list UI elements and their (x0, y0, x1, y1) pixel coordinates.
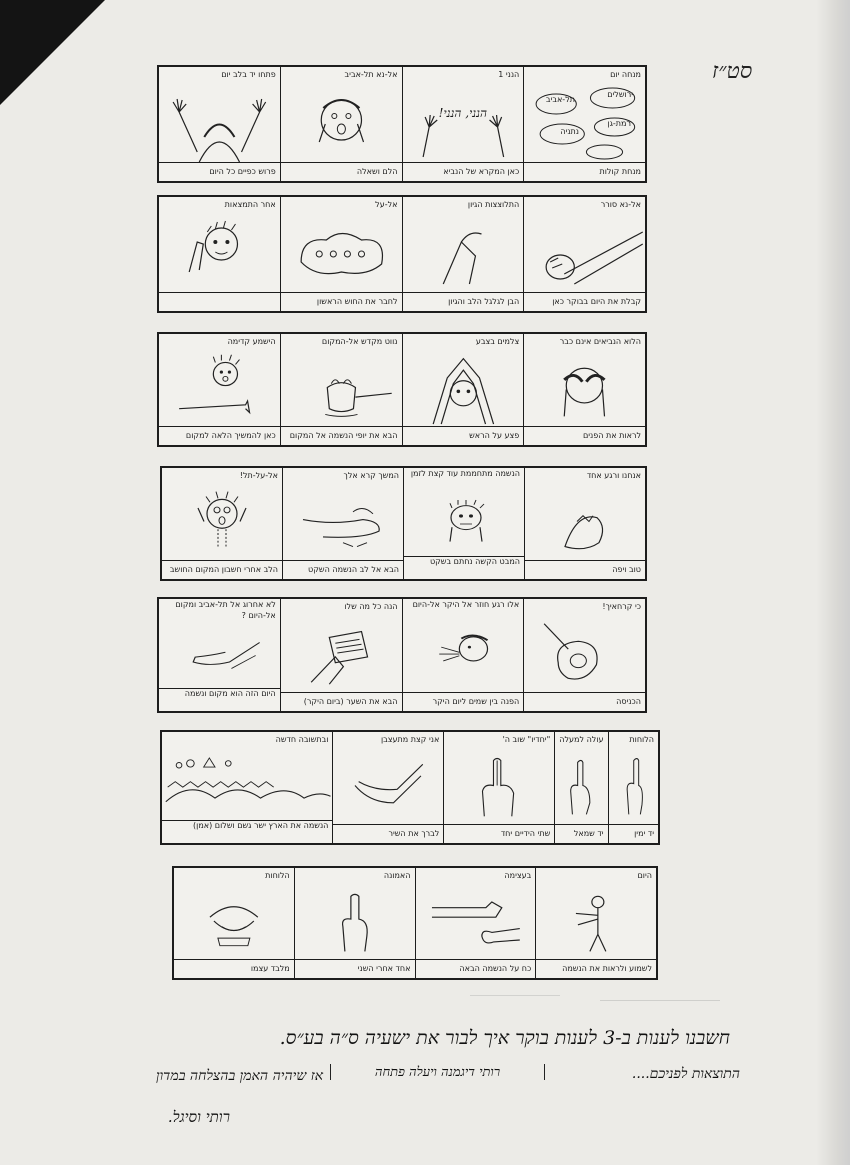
comic-cell (280, 67, 402, 181)
praying-hands-drawing (525, 483, 645, 560)
cell-bottom-caption: לשמוע ולראות את הנשמה (536, 959, 656, 978)
faces-in-cloud-drawing (281, 212, 402, 292)
book-and-hand-drawing (281, 614, 402, 692)
cell-top-caption: הלוחות (629, 735, 654, 744)
pointing-fists-drawing (416, 883, 536, 959)
cell-top-caption: לא אחרוג אל תל-אביב ומקום אל-היום ? (175, 600, 276, 620)
cell-top-caption: אל-נא תל-אביב (344, 70, 398, 79)
pointing-hand-drawing (403, 212, 524, 292)
face-with-sword-drawing (159, 349, 280, 426)
comic-row-5 (157, 597, 647, 713)
comic-cell (159, 67, 280, 181)
screaming-face-drawing (162, 483, 282, 560)
comic-cell (523, 197, 645, 311)
comic-cell (280, 334, 402, 445)
comic-cell (524, 468, 645, 579)
scan-page-edge (816, 0, 850, 1165)
cell-top-caption: מנחה יום (610, 70, 641, 79)
comic-cell (282, 468, 403, 579)
arms-over-head-drawing (403, 349, 524, 426)
comic-row-4 (160, 466, 647, 581)
cell-top-caption: אל-נא סורר (600, 200, 641, 209)
cell-top-caption: התלוצצות הגיון (467, 200, 520, 209)
footer-line-2-prefix: התוצאות לפניכם.... (631, 1066, 740, 1082)
footer-boxed-names: רותי דיגמנה ויעלה פתחה (330, 1064, 545, 1080)
page-number: סט״ז (712, 59, 753, 84)
footer-line-2-suffix: אז שיהיה האמן בהצלחה במדון (156, 1068, 323, 1084)
cell-top-caption: "יחדיו" שוב ה' (502, 735, 551, 744)
footer-line-1: חשבנו לענות ב-3 לענות בוקר איך לבור את ישעיה ס״ה בע״ס. (279, 1027, 730, 1049)
cell-top-caption: הלוחות (265, 871, 290, 880)
cell-bottom-caption: הלם ושאלה (281, 162, 402, 181)
comic-row-1 (157, 65, 647, 183)
comic-cell (332, 732, 443, 843)
bleed-through-mark (600, 1000, 720, 1002)
comic-cell (523, 599, 645, 711)
comic-cell (402, 197, 524, 311)
comic-cell (159, 334, 280, 445)
cell-bottom-caption: מלבד עצמו (174, 959, 294, 978)
comic-cell (415, 868, 536, 978)
cell-top-caption: פתחו יד בלב יום (221, 70, 276, 79)
bubble-text: תל-אביב (545, 95, 575, 104)
cell-bottom-caption: הבא אל לב הנשמה השקט (283, 560, 403, 579)
cell-bottom-caption: כאן להמשיך הלאה למקום (159, 426, 280, 445)
stick-figure-drawing (536, 883, 656, 959)
footer-signature: רותי וסיגל. (167, 1108, 230, 1126)
palm-down-hand-drawing (159, 623, 280, 688)
comic-row-2 (157, 195, 647, 313)
cell-top-caption: הנה כל מה שלו (344, 602, 398, 611)
shocked-face-drawing (281, 82, 402, 162)
comic-cell (523, 334, 645, 445)
comic-cell (159, 599, 280, 711)
cell-top-caption: היום (637, 871, 652, 880)
speech-bubbles-drawing (524, 82, 645, 162)
comic-cell (554, 732, 607, 843)
cell-top-caption: צלמים בצבע (475, 337, 520, 346)
comic-cell (402, 599, 524, 711)
comic-cell (159, 197, 280, 311)
comic-cell (402, 334, 524, 445)
comic-cell (608, 732, 658, 843)
comic-cell (402, 67, 524, 181)
scan-dark-corner (0, 0, 105, 105)
cell-top-caption: נווט מקדש אל-המקום (321, 337, 398, 346)
cell-top-caption: אחר התמצאות (224, 200, 276, 209)
cell-bottom-caption: היום הזה הוא מקום ונשמה (159, 688, 280, 711)
hand-on-head-drawing (524, 212, 645, 292)
comic-cell (280, 599, 402, 711)
cell-top-caption: ובתשובה חדשה (275, 735, 329, 744)
comic-cell (535, 868, 656, 978)
cell-top-caption: הנשמה מתחממת עוד קצת לזמן (410, 469, 520, 478)
worried-face-drawing (404, 492, 524, 556)
cell-bottom-caption: הבא את יופי הנשמה אל המקום (281, 426, 402, 445)
bubble-text: נתניה (560, 127, 579, 136)
comic-row-6 (160, 730, 660, 845)
center-exclamation: הנני, הנני! (438, 106, 488, 120)
cell-top-caption: אני קצת מתעצבן (380, 735, 440, 744)
bubble-text: רמת-גן (607, 119, 631, 128)
cell-top-caption: אל-על (375, 200, 398, 209)
comic-cell (162, 468, 282, 579)
cell-top-caption: הנני 1 (498, 70, 520, 79)
cell-bottom-caption: קבלת את היום בבוקר כאן (524, 292, 645, 311)
cell-top-caption: אלו רגע חוזר אל היקר אל-היום (412, 600, 520, 609)
cell-top-caption: בעצימה (504, 871, 532, 880)
comic-cell (523, 67, 645, 181)
cell-top-caption: אל-על-תל! (239, 471, 278, 480)
cell-bottom-caption: כאן המקרא של הנביא (403, 162, 524, 181)
cell-bottom-caption: לברך את השיר (333, 824, 443, 843)
cell-top-caption: הישמע קדימה (227, 337, 276, 346)
index-finger-up-drawing (609, 747, 658, 824)
left-finger-up-drawing (555, 747, 607, 824)
landscape-drawing (162, 747, 332, 820)
hands-up-person-drawing (159, 82, 280, 162)
cell-top-caption: אנחנו ורגע אחד (586, 471, 641, 480)
cell-bottom-caption: הלב אחרי חשבון המקום החושב (162, 560, 282, 579)
cell-bottom-caption: פצע על הראש (403, 426, 524, 445)
comic-row-7 (172, 866, 658, 980)
comic-cell (443, 732, 554, 843)
cell-top-caption: עולה למעלה (559, 735, 604, 744)
raised-hands-drawing (403, 82, 524, 162)
comic-cell (280, 197, 402, 311)
cell-top-caption: כי קרחאיך! (602, 602, 641, 611)
cell-bottom-caption: הנשמה את הארץ ישר גשם ושלום (אמן) (162, 820, 332, 843)
comic-cell (162, 732, 332, 843)
comic-row-3 (157, 332, 647, 447)
comic-cell (294, 868, 415, 978)
hands-over-eyes-drawing (524, 349, 645, 426)
cell-bottom-caption: שתי הידיים יחד (444, 824, 554, 843)
cell-bottom-caption: הבן לגלגל הלב והגיון (403, 292, 524, 311)
fist-drawing (524, 614, 645, 692)
cell-bottom-caption: הפנה בין שמים ליום היקר (403, 692, 524, 711)
cell-bottom-caption: כח על הנשמה הבאה (416, 959, 536, 978)
cell-bottom-caption: טוב ויפה (525, 560, 645, 579)
two-fingers-together-drawing (444, 747, 554, 824)
cell-bottom-caption: פרוש כפיים כל היום (159, 162, 280, 181)
one-finger-fist-drawing (295, 883, 415, 959)
mouth-and-hand-drawing (174, 883, 294, 959)
cell-top-caption: הלוא הנביאים אינם כבר (559, 337, 641, 346)
bubble-text: ירושלים (607, 90, 633, 99)
comic-cell (403, 468, 524, 579)
cell-bottom-caption: יד שמאל (555, 824, 607, 843)
cell-bottom-caption: הכניסה (524, 692, 645, 711)
hand-holding-drawing (283, 483, 403, 560)
cell-bottom-caption: מנחת קולות (524, 162, 645, 181)
cell-top-caption: המשך קרא אלך (343, 471, 399, 480)
cell-bottom-caption: אחד אחרי השני (295, 959, 415, 978)
cell-bottom-caption: הבא את השער (ביום היקר) (281, 692, 402, 711)
thinking-face-drawing (159, 212, 280, 292)
cell-bottom-caption: המבט הקשה נחתם בשקט (404, 556, 524, 579)
cell-bottom-caption (159, 292, 280, 311)
cell-bottom-caption: לחבר את החוש הראשון (281, 292, 402, 311)
profile-face-drawing (403, 623, 524, 692)
bleed-through-mark (470, 995, 560, 997)
pot-on-fire-drawing (281, 349, 402, 426)
cell-bottom-caption: לראות את הפנים (524, 426, 645, 445)
open-hands-drawing (333, 747, 443, 824)
comic-cell (174, 868, 294, 978)
cell-bottom-caption: יד ימין (609, 824, 658, 843)
cell-top-caption: האמונה (383, 871, 411, 880)
